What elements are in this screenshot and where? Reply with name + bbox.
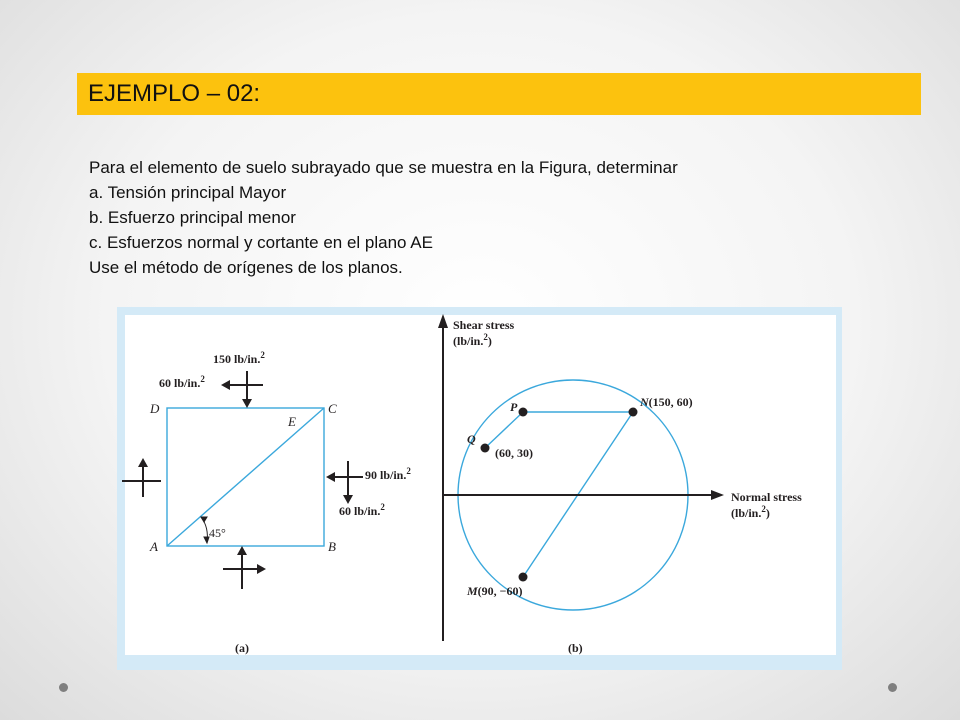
plane-AE-line bbox=[167, 408, 324, 546]
slide-nav-dot-right bbox=[888, 683, 897, 692]
corner-D-label: D bbox=[150, 401, 160, 416]
statement-line: Para el elemento de suelo subrayado que se muestra en la Figura, determinar bbox=[89, 158, 678, 177]
point-Q-marker bbox=[481, 444, 490, 453]
arrowhead bbox=[237, 546, 247, 555]
right-normal-stress-label: 90 lb/in.$^2$ bbox=[365, 466, 411, 482]
chord-P-Q bbox=[485, 412, 523, 448]
right-shear-stress-label: 60 lb/in.$^2$ bbox=[339, 502, 385, 518]
point-E-label: E bbox=[288, 414, 296, 429]
point-Q-label: Q bbox=[467, 432, 476, 446]
arrowhead bbox=[711, 490, 724, 500]
arrowhead bbox=[343, 495, 353, 504]
arrowhead bbox=[257, 564, 266, 574]
problem-statement bbox=[89, 155, 678, 280]
point-N-label: N(150, 60) bbox=[640, 395, 693, 409]
slide-nav-dot-left bbox=[59, 683, 68, 692]
angle-45-marker bbox=[201, 517, 209, 543]
arrowhead bbox=[242, 399, 252, 408]
corner-C-label: C bbox=[328, 401, 337, 416]
point-Q-coords: (60, 30) bbox=[495, 446, 533, 460]
point-P-marker bbox=[519, 408, 528, 417]
title-bar bbox=[77, 73, 921, 115]
arrowhead bbox=[326, 472, 335, 482]
statement-line: a. Tensión principal Mayor bbox=[89, 183, 287, 202]
y-axis-label-line1: Shear stress bbox=[453, 318, 515, 332]
corner-A-label: A bbox=[150, 539, 158, 554]
top-shear-stress-label: 60 lb/in.$^2$ bbox=[159, 374, 205, 390]
point-N-marker bbox=[629, 408, 638, 417]
statement-line: c. Esfuerzos normal y cortante en el plano AE bbox=[89, 233, 433, 252]
point-P-label: P bbox=[510, 400, 518, 414]
corner-B-label: B bbox=[328, 539, 336, 554]
statement-line: b. Esfuerzo principal menor bbox=[89, 208, 296, 227]
y-axis-label-line2: (lb/in.$^2$) bbox=[453, 332, 492, 348]
arrowhead bbox=[438, 314, 448, 328]
x-axis-label-line1: Normal stress bbox=[731, 490, 802, 504]
statement-line: Use el método de orígenes de los planos. bbox=[89, 258, 403, 277]
panel-a-caption: (a) bbox=[235, 641, 249, 655]
arrowhead bbox=[221, 380, 230, 390]
angle-label: 45° bbox=[209, 526, 226, 540]
point-M-label: M(90, −60) bbox=[467, 584, 523, 598]
point-M-marker bbox=[519, 573, 528, 582]
x-axis-label-line2: (lb/in.$^2$) bbox=[731, 504, 770, 520]
panel-b-caption: (b) bbox=[568, 641, 583, 655]
mohr-circle-figure bbox=[117, 307, 842, 670]
figure-svg bbox=[117, 307, 842, 670]
arrowhead bbox=[138, 458, 148, 467]
top-normal-stress-label: 150 lb/in.$^2$ bbox=[213, 350, 265, 366]
slide-title: EJEMPLO – 02: bbox=[88, 80, 261, 107]
